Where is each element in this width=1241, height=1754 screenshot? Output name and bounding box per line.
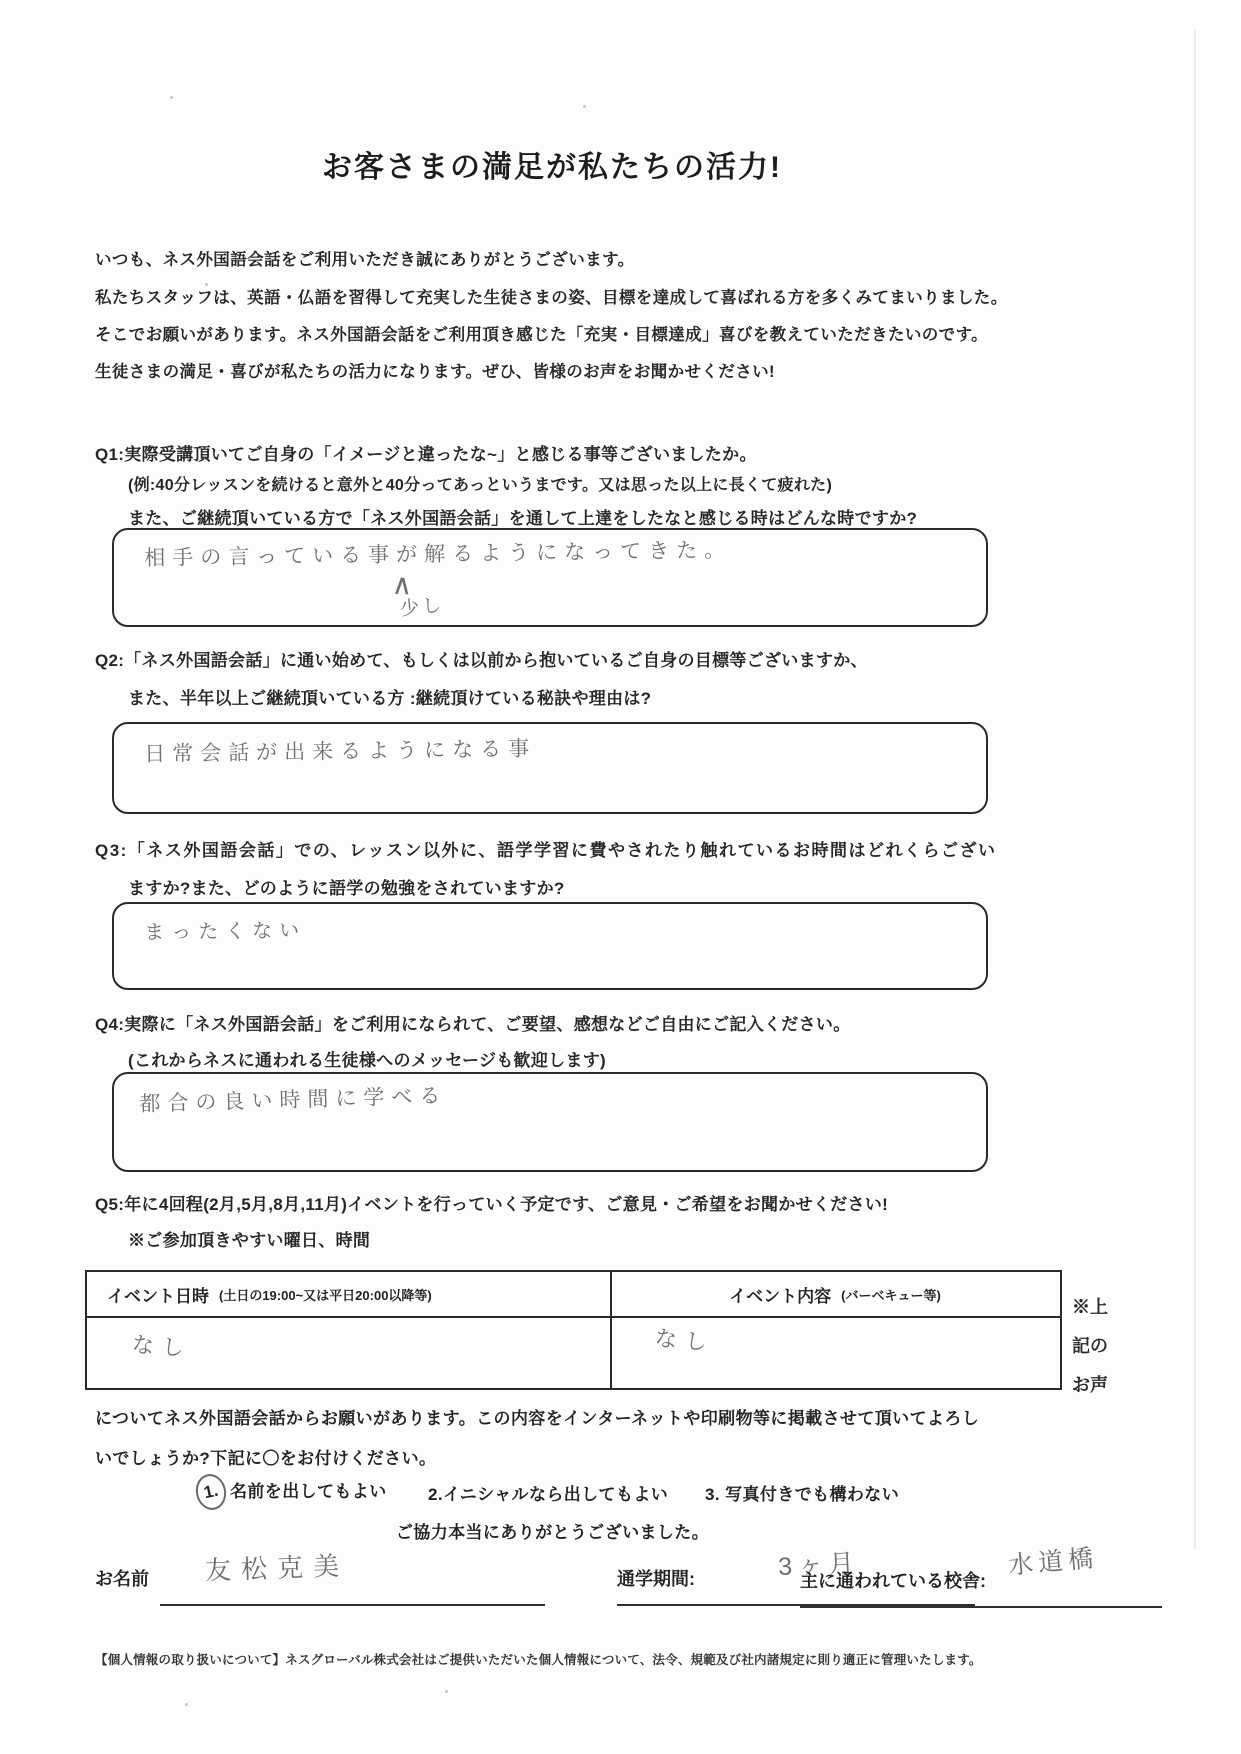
intro-line-4: 生徒さまの満足・喜びが私たちの活力になります。ぜひ、皆様のお声をお聞かせください! (95, 363, 775, 381)
q1-example: (例:40分レッスンを続けると意外と40分ってあっというまです。又は思った以上に長くて疲れた) (128, 477, 833, 494)
q2-sub: また、半年以上ご継続頂いている方 :継続頂けている秘訣や理由は? (128, 689, 652, 708)
event-table (85, 1270, 1062, 1390)
event-table-header-datetime (87, 1272, 630, 1316)
event-content-header-note: (バーベキュー等) (841, 1287, 941, 1303)
event-content-handwritten-value: なし (653, 1325, 716, 1356)
table-side-note-line3: お声 (1072, 1375, 1108, 1395)
q2-heading: Q2:「ネス外国語会話」に通い始めて、もしくは以前から抱いているご自身の目標等ございますか、 (95, 651, 868, 670)
q5-note: ※ご参加頂きやすい曜日、時間 (128, 1231, 371, 1250)
q1-heading: Q1:実際受講頂いてご自身の「イメージと違ったな~」と感じる事等ございましたか。 (95, 445, 757, 464)
period-field-label: 通学期間: (617, 1569, 695, 1589)
event-datetime-header-note: (土日の19:00~又は平日20:00以降等) (219, 1287, 432, 1303)
q2-answer-box (112, 722, 988, 814)
event-datetime-handwritten-value: なし (131, 1331, 193, 1362)
q3-heading-line1: Q3:「ネス外国語会話」での、レッスン以外に、語学学習に費やされたり触れているお時間はどれくらござい (95, 841, 997, 860)
name-handwritten-value: 友松克美 (204, 1550, 350, 1586)
q1-insertion-caret: ∧ (391, 568, 414, 601)
intro-line-1: いつも、ネス外国語会話をご利用いただき誠にありがとうございます。 (95, 251, 635, 269)
consent-option-2: 2.イニシャルなら出してもよい (428, 1485, 669, 1504)
q1-answer-box (112, 528, 988, 627)
handwritten-circle-mark: 1. (193, 1471, 230, 1512)
scan-speck (185, 1703, 188, 1706)
privacy-note: 【個人情報の取り扱いについて】ネスグローバル株式会社はご提供いただいた個人情報について、法令、規範及び社内諸規定に則り適正に管理いたします。 (95, 1653, 982, 1667)
school-field-label: 主に通われている校舎: (800, 1571, 986, 1591)
consent-option-1-label: 名前を出してもよい (230, 1482, 387, 1501)
event-content-header-label: イベント内容 (729, 1286, 832, 1306)
q1-insertion-text: 少し (399, 594, 446, 621)
consent-line-2: いでしょうか?下記に〇をお付けください。 (95, 1449, 437, 1468)
event-table-header-divider (87, 1316, 1060, 1318)
event-datetime-header-label: イベント日時 (107, 1286, 209, 1306)
intro-line-3: そこでお願いがあります。ネス外国語会話をご利用頂き感じた「充実・目標達成」喜びを教えていただきたいのです。 (95, 326, 989, 344)
q1-sub: また、ご継続頂いている方で「ネス外国語会話」を通して上達をしたなと感じる時はどんな時ですか? (128, 509, 918, 528)
consent-option-3: 3. 写真付きでも構わない (705, 1485, 900, 1504)
q3-heading-line2: ますか?また、どのように語学の勉強をされていますか? (128, 879, 565, 898)
scan-speck (445, 1690, 448, 1693)
q3-answer-box (112, 902, 988, 990)
scan-speck (583, 105, 586, 108)
q5-heading: Q5:年に4回程(2月,5月,8月,11月)イベントを行っていく予定です、ご意見・ご希望をお聞かせください! (95, 1195, 889, 1214)
q3-handwritten-answer: まったくない (144, 919, 307, 944)
period-handwritten-value: 3ヶ月 (777, 1548, 861, 1582)
page-title: お客さまの満足が私たちの活力! (322, 151, 782, 184)
table-side-note (1072, 1288, 1108, 1405)
q4-heading: Q4:実際に「ネス外国語会話」をご利用になられて、ご要望、感想などご自由にご記入ください。 (95, 1015, 851, 1034)
table-side-note-line2: 記の (1072, 1336, 1108, 1356)
q2-handwritten-answer: 日常会話が出来るようになる事 (144, 737, 537, 766)
name-field-underline (160, 1604, 545, 1606)
school-field-underline (800, 1606, 1162, 1608)
thank-you-line: ご協力本当にありがとうございました。 (395, 1523, 710, 1542)
consent-line-1: についてネス外国語会話からお願いがあります。この内容をインターネットや印刷物等に掲載させて頂いてよろし (95, 1409, 980, 1428)
school-handwritten-value: 水道橋 (1007, 1544, 1100, 1580)
scan-speck (170, 96, 173, 99)
q4-sub: (これからネスに通われる生徒様へのメッセージも歓迎します) (128, 1051, 607, 1070)
event-table-header-content (610, 1272, 1060, 1316)
name-field-label: お名前 (95, 1569, 149, 1589)
consent-option-1 (196, 1474, 387, 1510)
table-side-note-line1: ※上 (1072, 1297, 1108, 1317)
q4-answer-box (112, 1072, 988, 1172)
q4-handwritten-answer: 都合の良い時間に学べる (139, 1084, 448, 1116)
q1-handwritten-answer: 相手の言っている事が解るようになってきた。 (144, 538, 733, 570)
scanner-streak (1194, 30, 1196, 1550)
intro-line-2: 私たちスタッフは、英語・仏語を習得して充実した生徒さまの姿、目標を達成して喜ばれる方を多くみてまいりました。 (95, 289, 1008, 307)
